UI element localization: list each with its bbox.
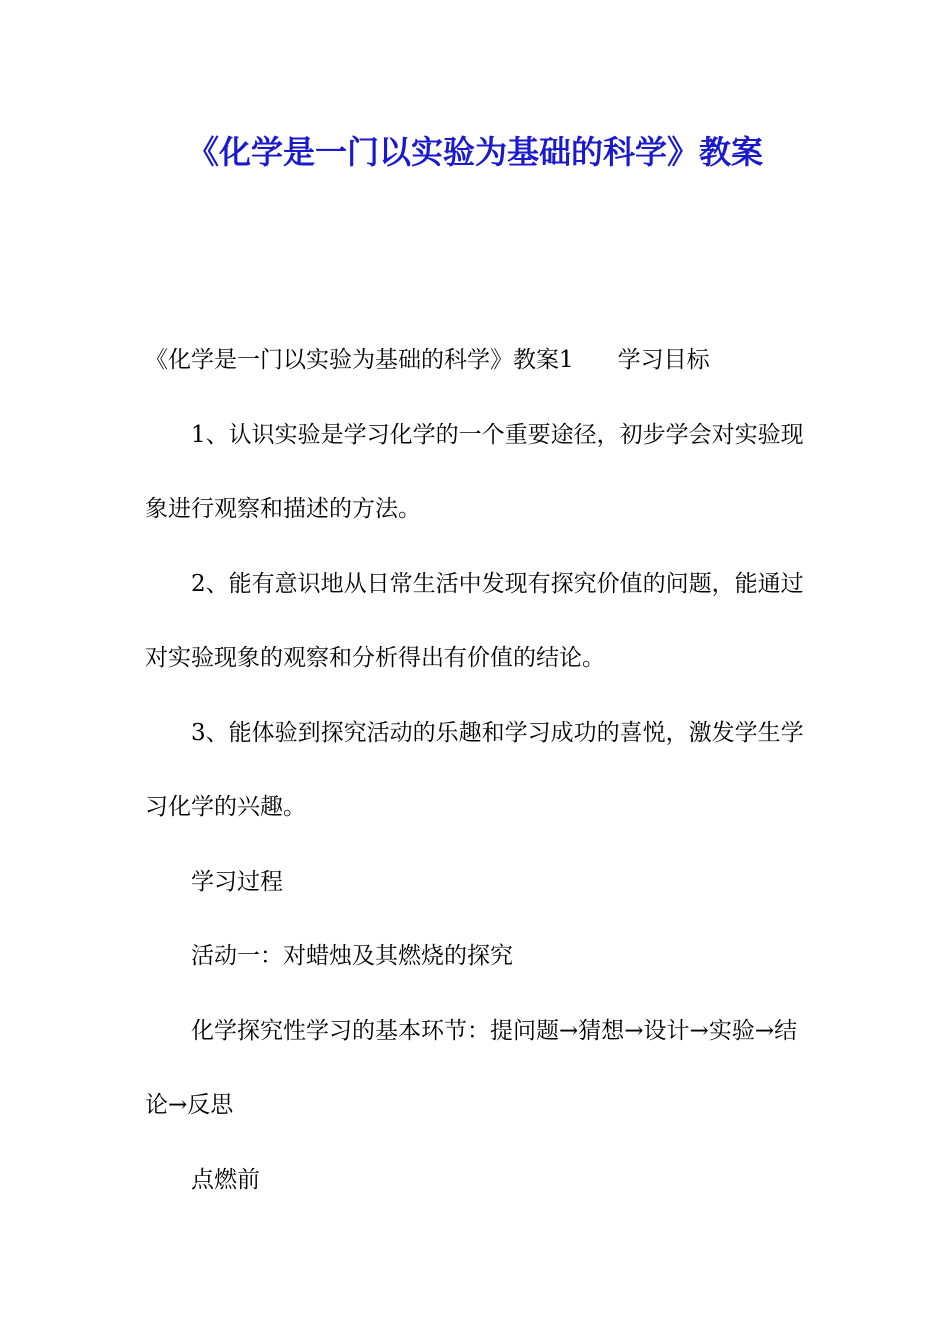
document-title: 《化学是一门以实验为基础的科学》教案: [186, 133, 763, 171]
objective-3: 3、能体验到探究活动的乐趣和学习成功的喜悦，激发学生学习化学的兴趣。: [145, 720, 804, 820]
activity-1-heading: 活动一：对蜡烛及其燃烧的探究: [191, 943, 513, 969]
before-lighting: 点燃前: [191, 1167, 260, 1193]
lesson-plan-lead: 《化学是一门以实验为基础的科学》教案1: [145, 347, 574, 373]
process-heading: 学习过程: [191, 869, 283, 895]
objective-1: 1、认识实验是学习化学的一个重要途径，初步学会对实验现象进行观察和描述的方法。: [145, 422, 804, 522]
objectives-heading: 学习目标: [617, 347, 710, 373]
inquiry-steps: 化学探究性学习的基本环节：提问题→猜想→设计→实验→结论→反思: [145, 1018, 798, 1118]
objective-2: 2、能有意识地从日常生活中发现有探究价值的问题，能通过对实验现象的观察和分析得出有价值的结论。: [145, 571, 804, 671]
intro-line: [145, 323, 815, 397]
